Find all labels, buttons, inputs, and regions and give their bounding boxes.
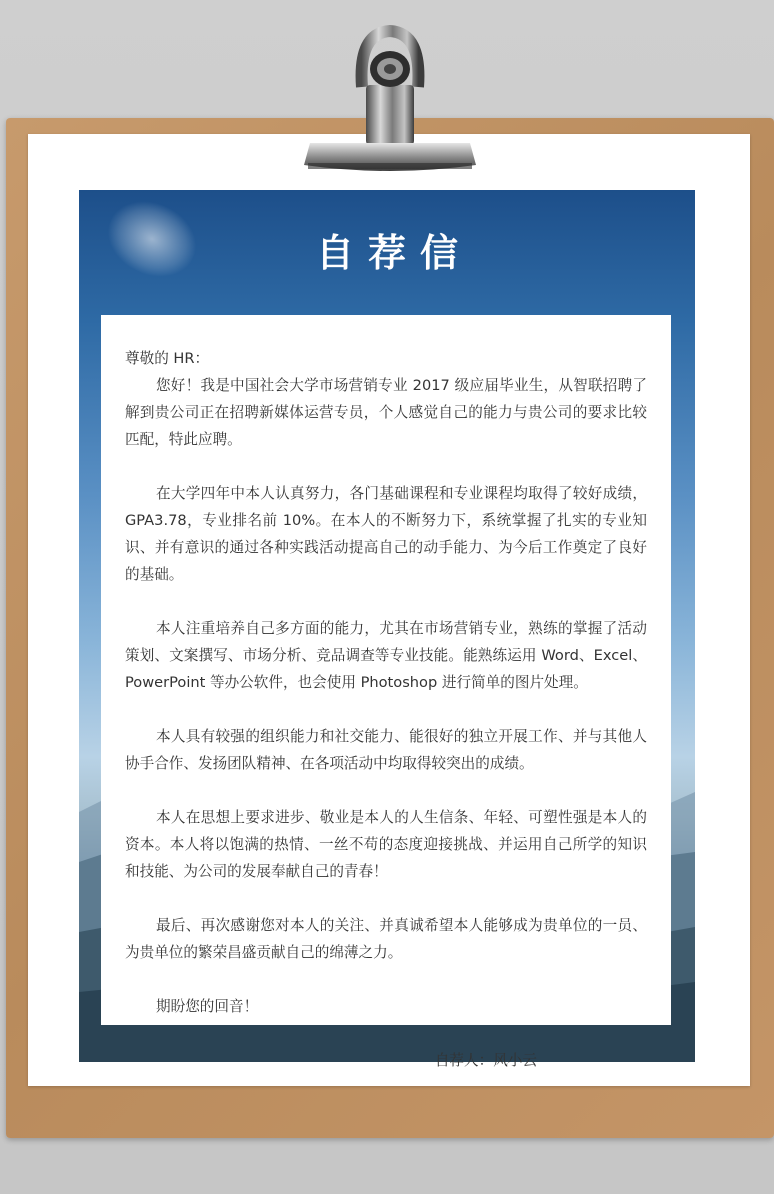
page-title: 自荐信 [315, 231, 472, 275]
letter-closing: 期盼您的回音！ [156, 998, 259, 1015]
letter-paragraph: 本人在思想上要求进步、敬业是本人的人生信条、年轻、可塑性强是本人的资本。本人将以饱满的热情、一丝不苟的态度迎接挑战、并运用自己所学的知识和技能、为公司的发展奉献自己的青春！ [125, 809, 647, 880]
letter-paragraph: 最后、再次感谢您对本人的关注、并真诚希望本人能够成为贵单位的一员、为贵单位的繁荣昌盛贡献自己的绵薄之力。 [125, 917, 647, 961]
letter-paragraph: 本人注重培养自己多方面的能力，尤其在市场营销专业，熟练的掌握了活动策划、文案撰写、市场分析、竞品调查等专业技能。能熟练运用 Word、Excel、PowerPoint 等办公软件，也会使用 Photoshop 进行简单的图片处理。 [125, 620, 647, 691]
binder-clip-icon [300, 25, 480, 180]
letter-paragraph: 您好！我是中国社会大学市场营销专业 2017 级应届毕业生，从智联招聘了解到贵公司正在招聘新媒体运营专员，个人感觉自己的能力与贵公司的要求比较匹配，特此应聘。 [125, 377, 647, 448]
letter-paragraph: 本人具有较强的组织能力和社交能力、能很好的独立开展工作、并与其他人协手合作、发扬团队精神、在各项活动中均取得较突出的成绩。 [125, 728, 647, 772]
letter-signature: 自荐人：风小云 [434, 1052, 537, 1069]
letter-body [101, 315, 671, 1069]
letter-salutation: 尊敬的 HR： [125, 350, 210, 367]
letter-paragraph: 在大学四年中本人认真努力，各门基础课程和专业课程均取得了较好成绩，GPA3.78，专业排名前 10%。在本人的不断努力下，系统掌握了扎实的专业知识、并有意识的通过各种实践活动提高自己的动手能力、为今后工作奠定了良好的基础。 [125, 485, 647, 583]
